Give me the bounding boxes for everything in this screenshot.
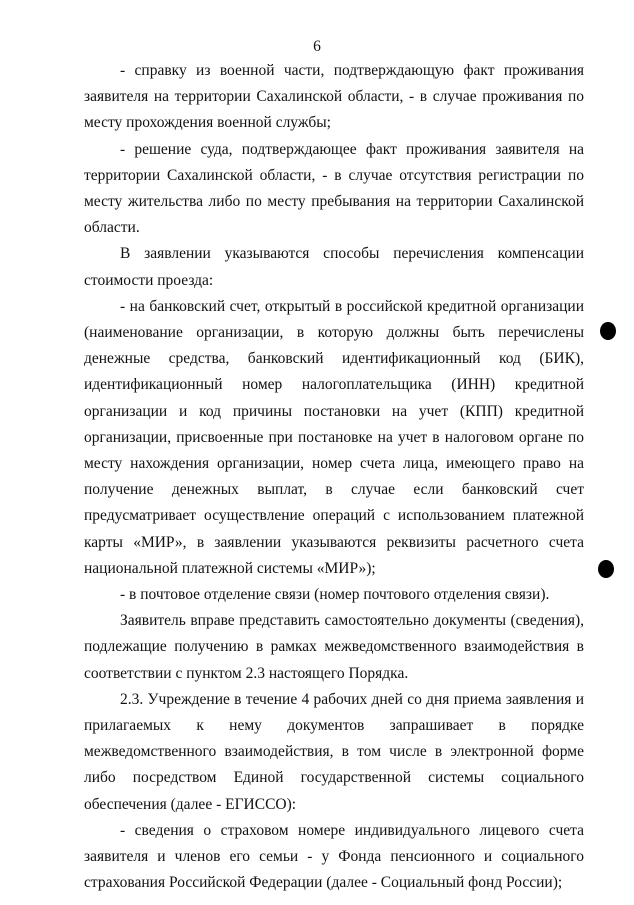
paragraph-bank-account: - на банковский счет, открытый в российской кредитной организации (наименование организации, в которую должны быть перечислены денежные средства, банковский идентификационный код (БИК), идентификационный номер налогоплательщика (ИНН) кредитной организации и код причины постановки на учет (КПП) кредитной организации, присвоенные при постановке на учет в налоговом органе по месту нахождения организации, номер счета лица, имеющего право на получение денежных выплат, в случае если банковский счет предусматривает осуществление операций с использованием платежной карты «МИР», в заявлении указываются реквизиты расчетного счета национальной платежной системы «МИР»); (84, 297, 584, 577)
paragraph-payment-methods: В заявлении указываются способы перечисления компенсации стоимости проезда: (84, 245, 584, 289)
paragraph-section-2-3: 2.3. Учреждение в течение 4 рабочих дней со дня приема заявления и прилагаемых к нему документов запрашивает в порядке межведомственного взаимодействия, в том числе в электронной форме либо посредством Единой государственной системы социального обеспечения (далее - ЕГИССО): (84, 690, 584, 813)
paragraph-insurance-number: - сведения о страховом номере индивидуального лицевого счета заявителя и членов его семьи - у Фонда пенсионного и социального страхования Российской Федерации (далее - Социальный фонд России); (84, 821, 584, 892)
paragraph-military-certificate: - справку из военной части, подтверждающую факт проживания заявителя на территории Сахалинской области, - в случае проживания по месту прохождения военной службы; (84, 62, 584, 132)
punch-hole-mark (600, 322, 616, 340)
paragraph-court-decision: - решение суда, подтверждающее факт проживания заявителя на территории Сахалинской области, - в случае отсутствия регистрации по месту жительства либо по месту пребывания на территории Сахалинской области. (84, 140, 584, 237)
document-body (84, 58, 584, 897)
punch-hole-mark (598, 560, 614, 578)
page-number: 6 (313, 38, 321, 55)
paragraph-applicant-right: Заявитель вправе представить самостоятельно документы (сведения), подлежащие получению в рамках межведомственного взаимодействия в соответствии с пунктом 2.3 настоящего Порядка. (84, 612, 584, 682)
paragraph-post-office: - в почтовое отделение связи (номер почтового отделения связи). (120, 586, 550, 604)
